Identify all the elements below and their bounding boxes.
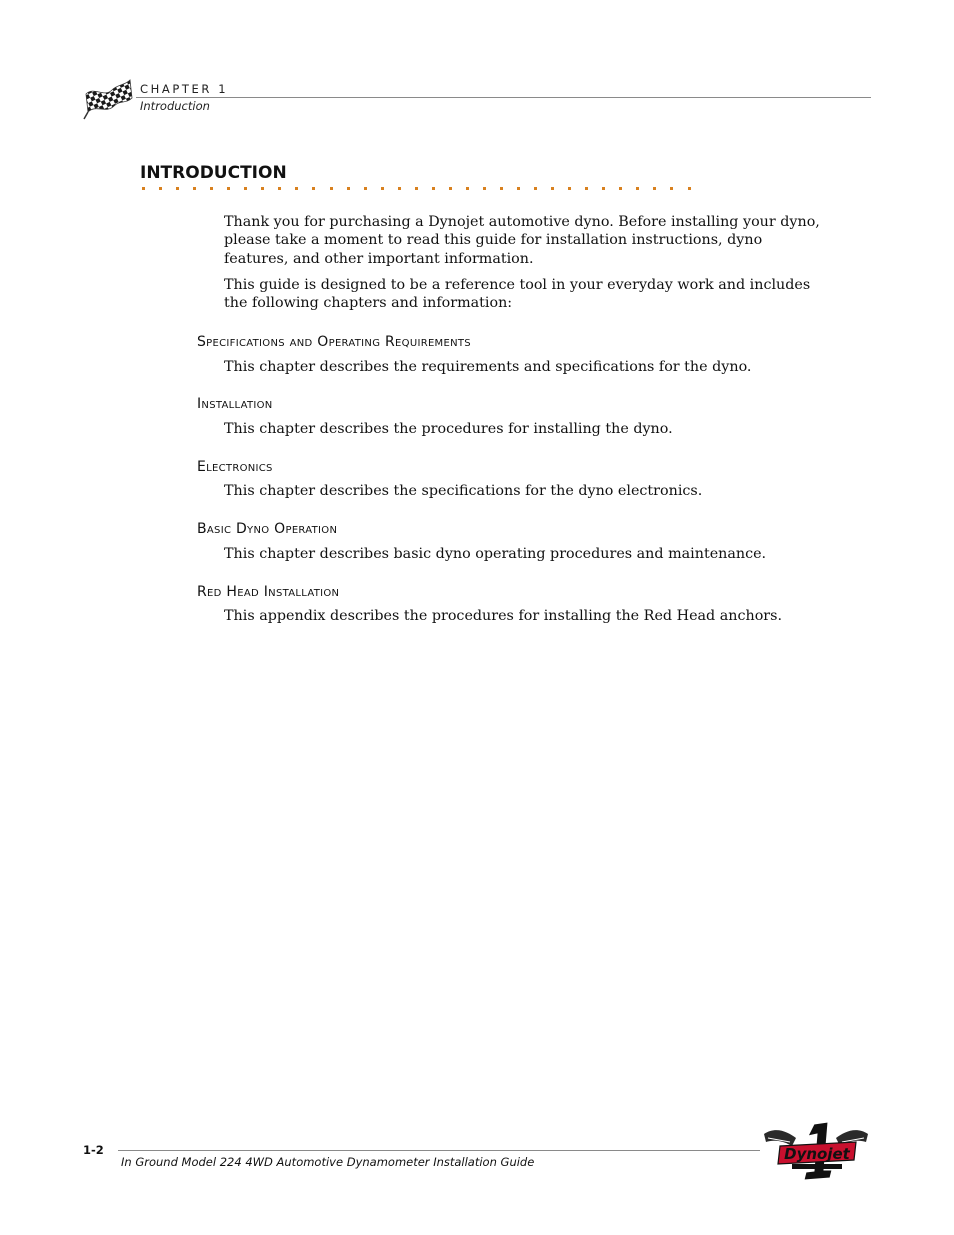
checkered-flag-icon bbox=[80, 76, 134, 120]
intro-paragraph: Thank you for purchasing a Dynojet automotive dyno. Before installing your dyno, please take a moment to read this guide for installation instructions, dyno features, and other important information. bbox=[224, 214, 820, 267]
section-title: INTRODUCTION bbox=[140, 163, 287, 183]
chapter-description-basic-operation: This chapter describes basic dyno operating procedures and maintenance. bbox=[224, 546, 767, 562]
chapter-heading-electronics: Electronics bbox=[197, 459, 273, 475]
divider-dot bbox=[210, 187, 213, 190]
svg-text:Dynojet: Dynojet bbox=[784, 1145, 850, 1163]
divider-dot bbox=[636, 187, 639, 190]
divider-dot bbox=[159, 187, 162, 190]
divider-dot bbox=[449, 187, 452, 190]
divider-dot bbox=[534, 187, 537, 190]
chapter-heading-red-head: Red Head Installation bbox=[197, 584, 340, 600]
divider-dot bbox=[585, 187, 588, 190]
divider-dot bbox=[398, 187, 401, 190]
divider-dot bbox=[244, 187, 247, 190]
divider-dot bbox=[312, 187, 315, 190]
chapter-description-red-head: This appendix describes the procedures for installing the Red Head anchors. bbox=[224, 608, 783, 624]
chapter-description-installation: This chapter describes the procedures for installing the dyno. bbox=[224, 421, 673, 437]
divider-dot bbox=[466, 187, 469, 190]
divider-dot bbox=[483, 187, 486, 190]
divider-dot bbox=[295, 187, 298, 190]
divider-dot bbox=[381, 187, 384, 190]
divider-dot bbox=[602, 187, 605, 190]
footer-divider bbox=[118, 1150, 760, 1151]
divider-dot bbox=[670, 187, 673, 190]
dynojet-logo-icon bbox=[762, 1120, 870, 1182]
chapter-heading-installation: Installation bbox=[197, 396, 273, 412]
chapter-description-electronics: This chapter describes the specifications for the dyno electronics. bbox=[224, 483, 703, 499]
divider-dot bbox=[347, 187, 350, 190]
header-divider bbox=[136, 97, 871, 98]
footer-guide-title: In Ground Model 224 4WD Automotive Dynamometer Installation Guide bbox=[121, 1155, 535, 1169]
divider-dot bbox=[517, 187, 520, 190]
chapter-heading-basic-operation: Basic Dyno Operation bbox=[197, 521, 338, 537]
divider-dot bbox=[193, 187, 196, 190]
chapter-subtitle: Introduction bbox=[140, 99, 210, 113]
divider-dot bbox=[432, 187, 435, 190]
divider-dot bbox=[330, 187, 333, 190]
intro-paragraph: This guide is designed to be a reference tool in your everyday work and includes the following chapters and information: bbox=[224, 277, 811, 312]
divider-dot bbox=[619, 187, 622, 190]
divider-dot bbox=[278, 187, 281, 190]
dotted-divider bbox=[142, 187, 705, 193]
divider-dot bbox=[176, 187, 179, 190]
divider-dot bbox=[142, 187, 145, 190]
divider-dot bbox=[364, 187, 367, 190]
chapter-label: CHAPTER 1 bbox=[140, 82, 229, 96]
divider-dot bbox=[688, 187, 691, 190]
divider-dot bbox=[551, 187, 554, 190]
divider-dot bbox=[415, 187, 418, 190]
chapter-description-specifications: This chapter describes the requirements and specifications for the dyno. bbox=[224, 359, 752, 375]
divider-dot bbox=[568, 187, 571, 190]
chapter-heading-specifications: Specifications and Operating Requirements bbox=[197, 334, 471, 350]
divider-dot bbox=[500, 187, 503, 190]
divider-dot bbox=[261, 187, 264, 190]
divider-dot bbox=[227, 187, 230, 190]
page-number: 1-2 bbox=[83, 1143, 104, 1157]
divider-dot bbox=[653, 187, 656, 190]
